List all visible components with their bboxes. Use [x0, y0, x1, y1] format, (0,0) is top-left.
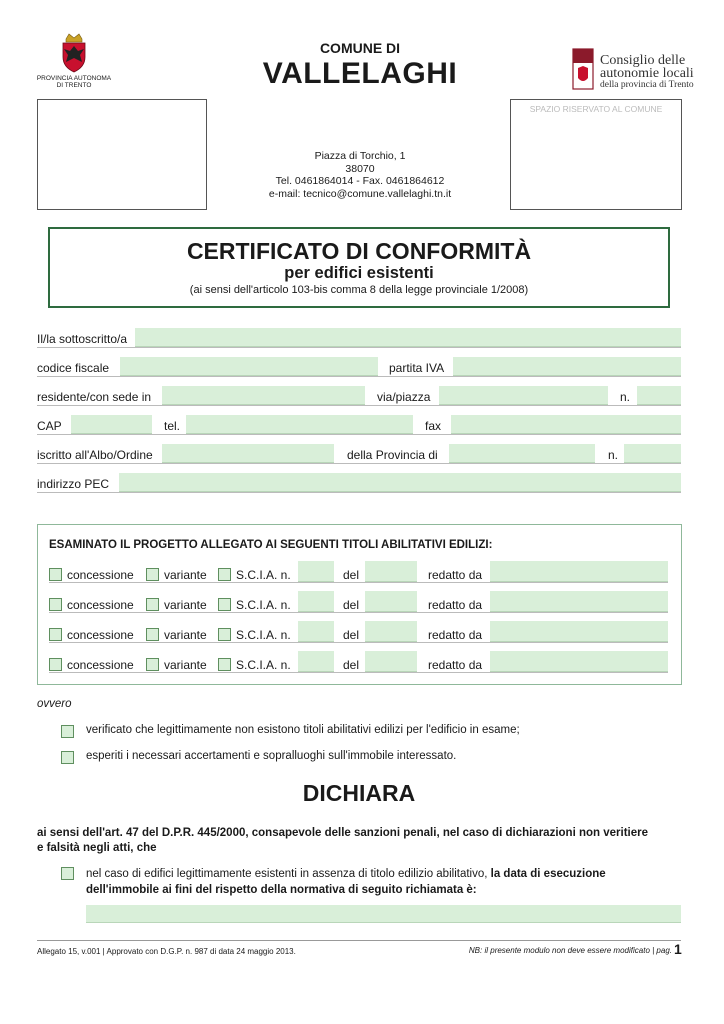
phone-fax: Tel. 0461864014 - Fax. 0461864612	[275, 175, 445, 187]
title-sub: per edifici esistenti	[284, 264, 434, 282]
ovvero-label: ovvero	[37, 698, 72, 710]
scia-date-input[interactable]	[365, 651, 417, 672]
variante-checkbox[interactable]	[146, 628, 159, 641]
address: Piazza di Torchio, 1	[314, 150, 406, 162]
title-box	[48, 227, 670, 308]
concessione-label: concessione	[67, 658, 134, 672]
title-main: CERTIFICATO DI CONFORMITÀ	[186, 238, 532, 264]
cap-input[interactable]	[71, 415, 152, 434]
scia-date-input[interactable]	[365, 561, 417, 582]
scia-label: S.C.I.A. n.	[236, 598, 291, 612]
address-block	[225, 150, 495, 200]
scia-number-input[interactable]	[298, 621, 334, 642]
title-ref: (ai sensi dell'articolo 103-bis comma 8 della legge provinciale 1/2008)	[189, 284, 529, 296]
dichiara-item-normal: nel caso di edifici legittimamente esistenti in assenza di titolo edilizio abilitativo,	[86, 868, 488, 880]
redatto-label: redatto da	[428, 658, 483, 672]
scia-label: S.C.I.A. n.	[236, 568, 291, 582]
partita-iva-input[interactable]	[453, 357, 681, 376]
esperiti-checkbox[interactable]	[61, 751, 74, 764]
albo-input[interactable]	[162, 444, 334, 463]
esperiti-label: esperiti i necessari accertamenti e sopralluoghi sull'immobile interessato.	[86, 750, 457, 762]
footer-left: Allegato 15, v.001 | Approvato con D.G.P. n. 987 di data 24 maggio 2013.	[37, 947, 296, 956]
concessione-label: concessione	[67, 568, 134, 582]
label-via: via/piazza	[377, 390, 431, 404]
right-logo-line2: autonomie locali	[600, 66, 694, 81]
comune-name: VALLELAGHI	[262, 57, 458, 90]
label-provincia: della Provincia di	[347, 448, 438, 462]
scia-number-input[interactable]	[298, 591, 334, 612]
variante-label: variante	[164, 568, 207, 582]
dichiara-intro-2: e falsità negli atti, che	[37, 842, 157, 854]
label-fax: fax	[425, 419, 442, 433]
page-number: 1	[674, 941, 682, 957]
left-logo-caption-2: DI TRENTO	[56, 82, 92, 89]
dichiara-item-bold-2: dell'immobile ai fini del rispetto della normativa di seguito richiamata è:	[86, 884, 477, 896]
codice-fiscale-input[interactable]	[120, 357, 378, 376]
residente-input[interactable]	[162, 386, 365, 405]
redatto-label: redatto da	[428, 628, 483, 642]
email: e-mail: tecnico@comune.vallelaghi.tn.it	[268, 187, 452, 200]
redatto-da-input[interactable]	[490, 591, 668, 612]
footer-right: NB: il presente modulo non deve essere modificato | pag.	[468, 946, 672, 955]
dichiara-intro	[37, 826, 681, 856]
scia-date-input[interactable]	[365, 621, 417, 642]
label-tel: tel.	[164, 419, 181, 433]
label-pec: indirizzo PEC	[37, 477, 110, 491]
variante-checkbox[interactable]	[146, 658, 159, 671]
label-codice-fiscale: codice fiscale	[37, 361, 110, 375]
scia-number-input[interactable]	[298, 651, 334, 672]
esaminato-heading: ESAMINATO IL PROGETTO ALLEGATO AI SEGUENTI TITOLI ABILITATIVI EDILIZI:	[49, 539, 493, 551]
label-albo: iscritto all'Albo/Ordine	[37, 448, 153, 462]
variante-checkbox[interactable]	[146, 568, 159, 581]
address-cap: 38070	[345, 162, 375, 175]
scia-number-input[interactable]	[298, 561, 334, 582]
verificato-checkbox[interactable]	[61, 725, 74, 738]
label-cap: CAP	[37, 419, 62, 433]
del-label: del	[343, 598, 360, 612]
del-label: del	[343, 628, 360, 642]
right-logo-line3: della provincia di Trento	[600, 80, 694, 90]
tel-input[interactable]	[186, 415, 413, 434]
civico-input[interactable]	[637, 386, 681, 405]
variante-checkbox[interactable]	[146, 598, 159, 611]
left-logo-caption-1: PROVINCIA AUTONOMA	[36, 75, 112, 82]
provincia-input[interactable]	[449, 444, 595, 463]
scia-checkbox[interactable]	[218, 628, 231, 641]
provincia-coat-of-arms-icon	[58, 33, 90, 73]
label-n: n.	[620, 390, 631, 404]
scia-checkbox[interactable]	[218, 568, 231, 581]
concessione-checkbox[interactable]	[49, 598, 62, 611]
variante-label: variante	[164, 628, 207, 642]
label-sottoscritto: Il/la sottoscritto/a	[37, 332, 128, 346]
left-stamp-box	[37, 99, 207, 210]
scia-checkbox[interactable]	[218, 658, 231, 671]
redatto-label: redatto da	[428, 568, 483, 582]
data-esecuzione-input[interactable]	[86, 905, 681, 923]
variante-label: variante	[164, 598, 207, 612]
fax-input[interactable]	[451, 415, 681, 434]
data-esecuzione-text	[86, 866, 681, 898]
concessione-label: concessione	[67, 628, 134, 642]
concessione-checkbox[interactable]	[49, 658, 62, 671]
redatto-da-input[interactable]	[490, 651, 668, 672]
redatto-da-input[interactable]	[490, 561, 668, 582]
concessione-checkbox[interactable]	[49, 568, 62, 581]
reserved-box	[510, 99, 682, 210]
label-residente: residente/con sede in	[37, 390, 152, 404]
via-input[interactable]	[439, 386, 608, 405]
pec-input[interactable]	[119, 473, 681, 492]
numero-albo-input[interactable]	[624, 444, 681, 463]
variante-label: variante	[164, 658, 207, 672]
comune-label: COMUNE DI	[319, 40, 401, 56]
label-n-albo: n.	[608, 448, 619, 462]
concessione-checkbox[interactable]	[49, 628, 62, 641]
label-partita-iva: partita IVA	[389, 361, 445, 375]
redatto-da-input[interactable]	[490, 621, 668, 642]
consiglio-logo-icon	[572, 48, 594, 90]
sottoscritto-input[interactable]	[135, 328, 681, 347]
reserved-label: SPAZIO RISERVATO AL COMUNE	[529, 104, 663, 114]
scia-date-input[interactable]	[365, 591, 417, 612]
scia-checkbox[interactable]	[218, 598, 231, 611]
dichiara-heading: DICHIARA	[302, 780, 416, 806]
scia-label: S.C.I.A. n.	[236, 658, 291, 672]
verificato-label: verificato che legittimamente non esistono titoli abilitativi edilizi per l'edificio in esame;	[86, 724, 520, 736]
right-logo-line1: Consiglio delle	[600, 53, 686, 68]
dichiara-intro-1: ai sensi dell'art. 47 del D.P.R. 445/2000, consapevole delle sanzioni penali, nel caso di dichiarazioni non veritiere	[37, 827, 648, 839]
redatto-label: redatto da	[428, 598, 483, 612]
del-label: del	[343, 658, 360, 672]
del-label: del	[343, 568, 360, 582]
data-esecuzione-checkbox[interactable]	[61, 867, 74, 880]
dichiara-item-bold-1: la data di esecuzione	[490, 868, 606, 880]
scia-label: S.C.I.A. n.	[236, 628, 291, 642]
concessione-label: concessione	[67, 598, 134, 612]
